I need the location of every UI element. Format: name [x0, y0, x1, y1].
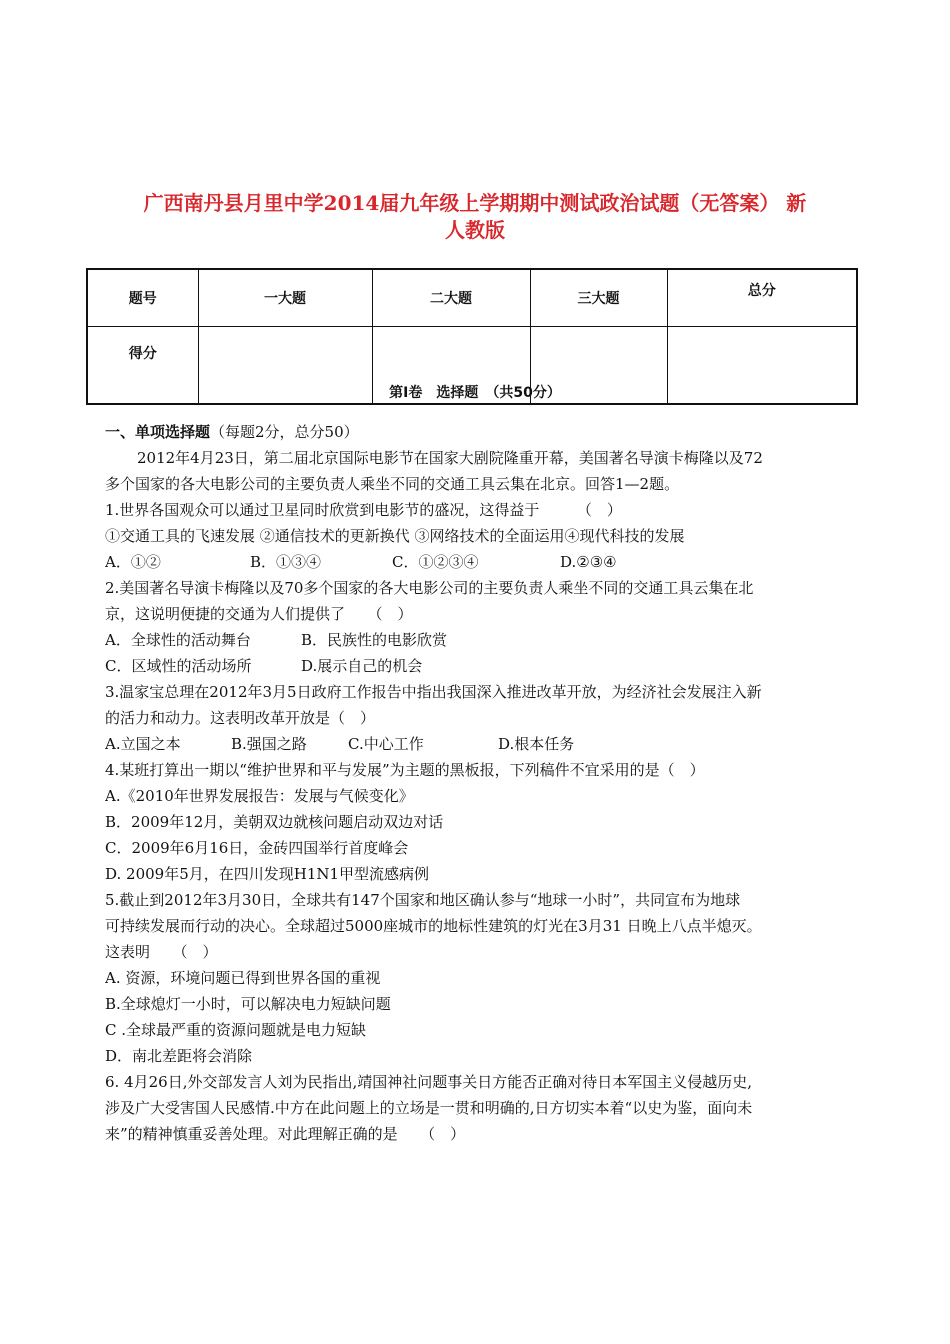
- q5-option-a: A. 资源，环境问题已得到世界各国的重视: [105, 969, 381, 987]
- q2-stem-2: 京，这说明便捷的交通为人们提供了 （ ）: [105, 605, 413, 623]
- intro-line-2: 多个国家的各大电影公司的主要负责人乘坐不同的交通工具云集在北京。回答1—2题。: [105, 475, 680, 493]
- q1-options: [105, 549, 851, 575]
- q4-option-c: C．2009年6月16日，金砖四国举行首度峰会: [105, 839, 409, 857]
- header-cell-total: 总分: [667, 269, 857, 327]
- q3-option-d: D.根本任务: [498, 735, 575, 753]
- part-title: 第Ⅰ卷 选择题 （共50分）: [389, 385, 561, 401]
- title-line-1: 广西南丹县月里中学2014届九年级上学期期中测试政治试题（无答案） 新: [143, 191, 807, 215]
- score-table-header-row: [87, 269, 857, 327]
- q6-stem-3: 来”的精神慎重妥善处理。对此理解正确的是 （ ）: [105, 1125, 466, 1143]
- q5-stem-3: 这表明 （ ）: [105, 943, 218, 961]
- section-heading-label: 一、单项选择题: [105, 423, 211, 441]
- q4-option-d: D. 2009年5月，在四川发现H1N1甲型流感病例: [105, 865, 430, 883]
- q2-options-cd: [105, 653, 851, 679]
- q2-options-ab: [105, 627, 851, 653]
- q3-option-c: C.中心工作: [348, 735, 424, 753]
- q3-option-b: B.强国之路: [231, 735, 307, 753]
- header-cell-part1: 一大题: [198, 269, 372, 327]
- score-row-label: 得分: [87, 327, 198, 405]
- q5-option-d: D．南北差距将会消除: [105, 1047, 253, 1065]
- q1-items: ①交通工具的飞速发展 ②通信技术的更新换代 ③网络技术的全面运用④现代科技的发展: [105, 527, 685, 545]
- q2-option-b: B．民族性的电影欣赏: [301, 631, 448, 649]
- q1-option-a: A．①②: [105, 553, 161, 571]
- q3-stem-2: 的活力和动力。这表明改革开放是（ ）: [105, 709, 376, 727]
- q5-stem-2: 可持续发展而行动的决心。全球超过5000座城市的地标性建筑的灯光在3月31 日晚上八点半熄灭。: [105, 917, 762, 935]
- q6-stem-2: 涉及广大受害国人民感情.中方在此问题上的立场是一贯和明确的,日方切实本着“以史为鉴，面向未: [105, 1099, 753, 1117]
- q2-stem-1: 2.美国著名导演卡梅隆以及70多个国家的各大电影公司的主要负责人乘坐不同的交通工具云集在北: [105, 579, 754, 597]
- q2-option-a: A．全球性的活动舞台: [105, 631, 251, 649]
- q4-option-b: B．2009年12月，美朝双边就核问题启动双边对话: [105, 813, 444, 831]
- q3-options: [105, 731, 851, 757]
- document-title: [100, 190, 850, 244]
- q3-stem-1: 3.温家宝总理在2012年3月5日政府工作报告中指出我国深入推进改革开放，为经济社会发展注入新: [105, 683, 762, 701]
- title-line-2: 人教版: [445, 218, 505, 242]
- q1-option-c: C．①②③④: [392, 553, 479, 571]
- header-cell-number: 题号: [87, 269, 198, 327]
- q2-option-d: D.展示自己的机会: [301, 657, 423, 675]
- q3-option-a: A.立国之本: [105, 735, 181, 753]
- q4-option-a: A.《2010年世界发展报告：发展与气候变化》: [105, 787, 414, 805]
- section-heading: [105, 419, 851, 445]
- q4-stem: 4.某班打算出一期以“维护世界和平与发展”为主题的黑板报，下列稿件不宜采用的是（ ）: [105, 761, 705, 779]
- header-cell-part3: 三大题: [530, 269, 667, 327]
- q5-option-c: C .全球最严重的资源问题就是电力短缺: [105, 1021, 367, 1039]
- q1-option-d: D.②③④: [560, 553, 617, 571]
- q5-option-b: B.全球熄灯一小时，可以解决电力短缺问题: [105, 995, 391, 1013]
- q6-stem-1: 6. 4月26日,外交部发言人刘为民指出,靖国神社问题事关日方能否正确对待日本军国主义侵越历史,: [105, 1073, 753, 1091]
- intro-line-1: 2012年4月23日，第二届北京国际电影节在国家大剧院隆重开幕，美国著名导演卡梅隆以及72: [137, 449, 763, 467]
- q1-option-b: B．①③④: [250, 553, 322, 571]
- question-content: [105, 419, 851, 1147]
- q5-stem-1: 5.截止到2012年3月30日，全球共有147个国家和地区确认参与“地球一小时”，共同宣布为地球: [105, 891, 741, 909]
- section-heading-note: （每题2分，总分50）: [210, 423, 359, 441]
- q2-option-c: C．区域性的活动场所: [105, 657, 252, 675]
- header-cell-part2: 二大题: [372, 269, 530, 327]
- q1-stem: 1.世界各国观众可以通过卫星同时欣赏到电影节的盛况，这得益于 （ ）: [105, 501, 622, 519]
